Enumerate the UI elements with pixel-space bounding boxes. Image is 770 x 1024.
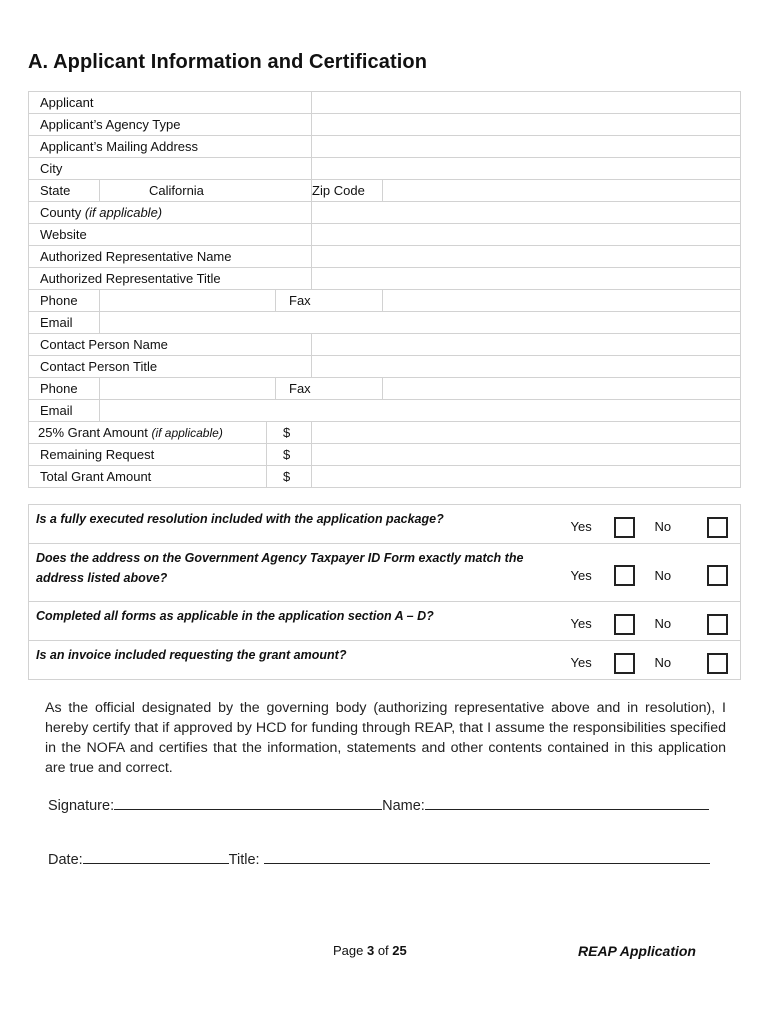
- grant-25-label-text: 25% Grant Amount: [38, 425, 152, 440]
- signature-label: Signature:: [48, 798, 115, 814]
- applicant-input[interactable]: [312, 92, 741, 114]
- checklist-row: [29, 641, 741, 680]
- no-checkbox-cell: [697, 641, 741, 680]
- checklist-question: Does the address on the Government Agency Taxpayer ID Form exactly match the address listed above?: [29, 544, 559, 602]
- contact-name-label: Contact Person Name: [29, 334, 312, 356]
- contact-phone-label: Phone: [29, 378, 100, 400]
- checklist-question: Is a fully executed resolution included with the application package?: [29, 505, 559, 544]
- county-note: (if applicable): [84, 205, 163, 220]
- name-label: Name:: [382, 798, 425, 814]
- yes-label: Yes: [559, 505, 613, 544]
- title-label: Title:: [228, 852, 260, 868]
- contact-title-row: [29, 356, 741, 378]
- rep-email-input[interactable]: [100, 312, 741, 334]
- total-grant-dollar: $: [267, 466, 312, 488]
- date-title-row: [48, 848, 710, 868]
- contact-email-row: [29, 400, 741, 422]
- contact-title-label: Contact Person Title: [29, 356, 312, 378]
- contact-phone-input[interactable]: [100, 378, 276, 400]
- contact-fax-label: Fax: [276, 378, 383, 400]
- rep-phone-row: [29, 290, 741, 312]
- title-line[interactable]: [264, 848, 710, 864]
- contact-email-label: Email: [29, 400, 100, 422]
- applicant-row: [29, 92, 741, 114]
- no-checkbox[interactable]: [707, 653, 728, 674]
- state-row: [29, 180, 741, 202]
- no-label: No: [649, 602, 697, 641]
- mailing-address-input[interactable]: [312, 136, 741, 158]
- date-label: Date:: [48, 852, 83, 868]
- city-input[interactable]: [312, 158, 741, 180]
- no-checkbox[interactable]: [707, 565, 728, 586]
- signature-row: [48, 794, 709, 814]
- zip-code-label: Zip Code: [312, 180, 383, 202]
- no-checkbox[interactable]: [707, 614, 728, 635]
- auth-rep-title-row: [29, 268, 741, 290]
- no-checkbox-cell: [697, 505, 741, 544]
- no-checkbox-cell: [697, 544, 741, 602]
- auth-rep-name-row: [29, 246, 741, 268]
- total-grant-label: Total Grant Amount: [29, 466, 267, 488]
- yes-checkbox-cell: [613, 641, 649, 680]
- auth-rep-name-label: Authorized Representative Name: [29, 246, 312, 268]
- website-input[interactable]: [312, 224, 741, 246]
- rep-fax-input[interactable]: [383, 290, 741, 312]
- section-title: A. Applicant Information and Certification: [28, 51, 428, 73]
- total-grant-row: [29, 466, 741, 488]
- contact-fax-input[interactable]: [383, 378, 741, 400]
- yes-checkbox[interactable]: [614, 517, 635, 538]
- state-label: State: [29, 180, 100, 202]
- rep-phone-input[interactable]: [100, 290, 276, 312]
- grant-25-note: (if applicable): [151, 426, 223, 440]
- checklist-row: [29, 602, 741, 641]
- yes-label: Yes: [559, 641, 613, 680]
- mailing-address-label: Applicant’s Mailing Address: [29, 136, 312, 158]
- zip-code-input[interactable]: [383, 180, 741, 202]
- page-number: [333, 943, 407, 958]
- grant-25-label: [29, 422, 267, 444]
- no-label: No: [649, 544, 697, 602]
- county-label: [29, 202, 312, 224]
- signature-line[interactable]: [114, 794, 382, 810]
- county-label-text: County: [40, 205, 85, 220]
- auth-rep-title-label: Authorized Representative Title: [29, 268, 312, 290]
- checklist-question: Is an invoice included requesting the grant amount?: [29, 641, 559, 680]
- grant-25-dollar: $: [267, 422, 312, 444]
- grant-25-row: [29, 422, 741, 444]
- no-checkbox-cell: [697, 602, 741, 641]
- contact-name-input[interactable]: [312, 334, 741, 356]
- remaining-request-dollar: $: [267, 444, 312, 466]
- yes-checkbox[interactable]: [614, 653, 635, 674]
- certification-statement: As the official designated by the governing body (authorizing representative above and in resolution), I hereby certify that if approved by HCD for funding through REAP, that I assume the responsibilities specified in the NOFA and certifies that the information, statements and other contents contained in this application are true and correct.: [45, 700, 726, 776]
- remaining-request-row: [29, 444, 741, 466]
- city-label: City: [29, 158, 312, 180]
- checklist-question: Completed all forms as applicable in the application section A – D?: [29, 602, 559, 641]
- yes-checkbox-cell: [613, 544, 649, 602]
- no-label: No: [649, 641, 697, 680]
- checklist-table: [28, 504, 741, 680]
- yes-checkbox-cell: [613, 505, 649, 544]
- mailing-address-row: [29, 136, 741, 158]
- remaining-request-label: Remaining Request: [29, 444, 267, 466]
- applicant-info-table: [28, 91, 741, 488]
- total-grant-input[interactable]: [312, 466, 741, 488]
- contact-name-row: [29, 334, 741, 356]
- contact-phone-row: [29, 378, 741, 400]
- footer-app-name: REAP Application: [578, 943, 696, 959]
- agency-type-input[interactable]: [312, 114, 741, 136]
- page-total: 25: [392, 943, 407, 958]
- checklist-row: [29, 505, 741, 544]
- yes-label: Yes: [559, 602, 613, 641]
- date-line[interactable]: [83, 848, 229, 864]
- county-input[interactable]: [312, 202, 741, 224]
- rep-fax-label: Fax: [276, 290, 383, 312]
- rep-email-row: [29, 312, 741, 334]
- yes-label: Yes: [559, 544, 613, 602]
- state-value[interactable]: California: [100, 180, 312, 202]
- yes-checkbox-cell: [613, 602, 649, 641]
- yes-checkbox[interactable]: [614, 565, 635, 586]
- contact-email-input[interactable]: [100, 400, 741, 422]
- no-label: No: [649, 505, 697, 544]
- auth-rep-name-input[interactable]: [312, 246, 741, 268]
- page-word: Page: [333, 943, 367, 958]
- website-row: [29, 224, 741, 246]
- no-checkbox[interactable]: [707, 517, 728, 538]
- county-row: [29, 202, 741, 224]
- city-row: [29, 158, 741, 180]
- yes-checkbox[interactable]: [614, 614, 635, 635]
- auth-rep-title-input[interactable]: [312, 268, 741, 290]
- rep-email-label: Email: [29, 312, 100, 334]
- page-current: 3: [366, 943, 375, 958]
- remaining-request-input[interactable]: [312, 444, 741, 466]
- agency-type-label: Applicant’s Agency Type: [29, 114, 312, 136]
- name-line[interactable]: [425, 794, 709, 810]
- checklist-row: [29, 544, 741, 602]
- website-label: Website: [29, 224, 312, 246]
- applicant-label: Applicant: [29, 92, 312, 114]
- page-of: of: [374, 943, 393, 958]
- rep-phone-label: Phone: [29, 290, 100, 312]
- grant-25-input[interactable]: [312, 422, 741, 444]
- agency-type-row: [29, 114, 741, 136]
- contact-title-input[interactable]: [312, 356, 741, 378]
